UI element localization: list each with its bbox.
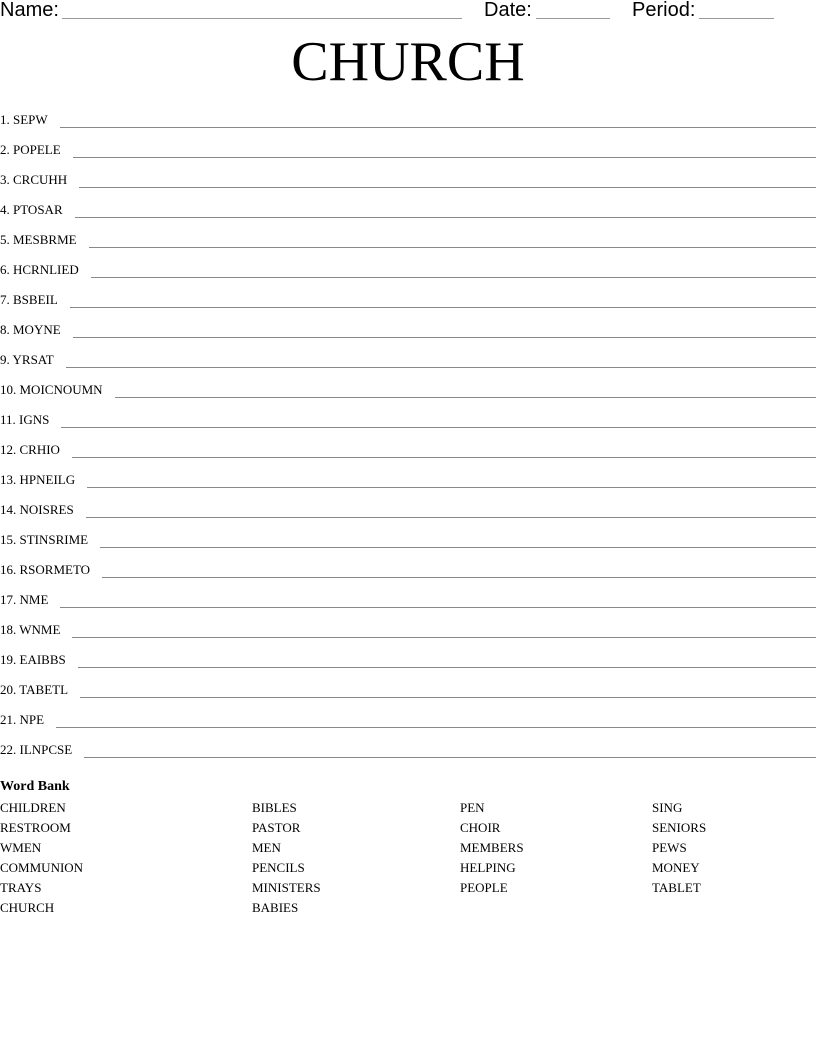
scrambled-word: 13. HPNEILG xyxy=(0,472,76,487)
scramble-item xyxy=(0,650,816,680)
student-info-header xyxy=(0,0,816,22)
answer-line[interactable] xyxy=(72,620,816,638)
scramble-item xyxy=(0,200,816,230)
scramble-item xyxy=(0,230,816,260)
scrambled-word: 5. MESBRME xyxy=(0,232,77,247)
answer-line[interactable] xyxy=(73,320,816,338)
scramble-item xyxy=(0,620,816,650)
scrambled-word: 17. NME xyxy=(0,592,49,607)
scramble-item xyxy=(0,350,816,380)
scrambled-word: 6. HCRNLIED xyxy=(0,262,79,277)
date-label: Date: xyxy=(484,0,532,21)
word-bank-word: PENCILS xyxy=(252,860,305,875)
word-bank-column xyxy=(460,798,524,898)
word-bank-word: COMMUNION xyxy=(0,860,84,875)
scramble-item xyxy=(0,590,816,620)
word-bank-word: SING xyxy=(652,800,683,815)
scramble-item xyxy=(0,470,816,500)
scrambled-word: 14. NOISRES xyxy=(0,502,74,517)
word-bank-word: CHOIR xyxy=(460,820,501,835)
word-bank-column xyxy=(0,798,83,918)
scramble-item xyxy=(0,440,816,470)
scramble-item xyxy=(0,260,816,290)
answer-line[interactable] xyxy=(79,170,816,188)
scramble-item xyxy=(0,680,816,710)
answer-line[interactable] xyxy=(87,470,816,488)
scramble-item xyxy=(0,110,816,140)
scrambled-word: 3. CRCUHH xyxy=(0,172,68,187)
scramble-list xyxy=(0,110,816,770)
scramble-item xyxy=(0,140,816,170)
answer-line[interactable] xyxy=(84,740,816,758)
answer-line[interactable] xyxy=(75,200,816,218)
scrambled-word: 16. RSORMETO xyxy=(0,562,91,577)
word-bank-title: Word Bank xyxy=(0,779,70,794)
word-bank-word: CHILDREN xyxy=(0,800,66,815)
word-bank-word: PEN xyxy=(460,800,485,815)
scrambled-word: 7. BSBEIL xyxy=(0,292,58,307)
word-bank-column xyxy=(652,798,706,898)
scrambled-word: 15. STINSRIME xyxy=(0,532,89,547)
word-bank-word: MINISTERS xyxy=(252,880,321,895)
word-bank-word: BIBLES xyxy=(252,800,297,815)
word-bank-word: TRAYS xyxy=(0,880,42,895)
scramble-item xyxy=(0,290,816,320)
scrambled-word: 22. ILNPCSE xyxy=(0,742,73,757)
scrambled-word: 10. MOICNOUMN xyxy=(0,382,103,397)
word-bank-word: WMEN xyxy=(0,840,42,855)
period-label: Period: xyxy=(632,0,696,21)
answer-line[interactable] xyxy=(80,680,816,698)
answer-line[interactable] xyxy=(56,710,816,728)
scrambled-word: 19. EAIBBS xyxy=(0,652,66,667)
scramble-item xyxy=(0,380,816,410)
scrambled-word: 11. IGNS xyxy=(0,412,50,427)
scramble-item xyxy=(0,530,816,560)
scramble-item xyxy=(0,710,816,740)
name-field[interactable] xyxy=(62,18,462,19)
answer-line[interactable] xyxy=(60,110,816,128)
answer-line[interactable] xyxy=(72,440,816,458)
answer-line[interactable] xyxy=(78,650,816,668)
scramble-item xyxy=(0,560,816,590)
answer-line[interactable] xyxy=(91,260,816,278)
scramble-item xyxy=(0,320,816,350)
word-bank-word: BABIES xyxy=(252,900,299,915)
scramble-item xyxy=(0,170,816,200)
scrambled-word: 9. YRSAT xyxy=(0,352,54,367)
answer-line[interactable] xyxy=(66,350,816,368)
answer-line[interactable] xyxy=(102,560,816,578)
answer-line[interactable] xyxy=(70,290,816,308)
word-bank-word: PEOPLE xyxy=(460,880,508,895)
scrambled-word: 1. SEPW xyxy=(0,112,48,127)
word-bank-word: MEN xyxy=(252,840,281,855)
answer-line[interactable] xyxy=(61,410,816,428)
date-field[interactable] xyxy=(536,18,610,19)
answer-line[interactable] xyxy=(60,590,816,608)
period-field[interactable] xyxy=(699,18,774,19)
scrambled-word: 20. TABETL xyxy=(0,682,69,697)
word-bank-word: RESTROOM xyxy=(0,820,71,835)
word-bank-word: SENIORS xyxy=(652,820,707,835)
scrambled-word: 12. CRHIO xyxy=(0,442,60,457)
word-bank-word: HELPING xyxy=(460,860,516,875)
word-bank-word: TABLET xyxy=(652,880,701,895)
word-bank-word: CHURCH xyxy=(0,900,55,915)
scrambled-word: 8. MOYNE xyxy=(0,322,61,337)
answer-line[interactable] xyxy=(86,500,816,518)
name-label: Name: xyxy=(0,0,59,21)
scrambled-word: 18. WNME xyxy=(0,622,61,637)
answer-line[interactable] xyxy=(100,530,816,548)
scrambled-word: 4. PTOSAR xyxy=(0,202,63,217)
scramble-item xyxy=(0,410,816,440)
answer-line[interactable] xyxy=(73,140,816,158)
word-bank-word: MONEY xyxy=(652,860,700,875)
answer-line[interactable] xyxy=(89,230,816,248)
scramble-item xyxy=(0,500,816,530)
answer-line[interactable] xyxy=(115,380,816,398)
page-title: CHURCH xyxy=(291,31,525,93)
word-bank-word: PASTOR xyxy=(252,820,301,835)
scrambled-word: 21. NPE xyxy=(0,712,45,727)
scrambled-word: 2. POPELE xyxy=(0,142,61,157)
scramble-item xyxy=(0,740,816,770)
word-bank-word: MEMBERS xyxy=(460,840,524,855)
word-bank-column xyxy=(252,798,321,918)
word-bank-word: PEWS xyxy=(652,840,687,855)
